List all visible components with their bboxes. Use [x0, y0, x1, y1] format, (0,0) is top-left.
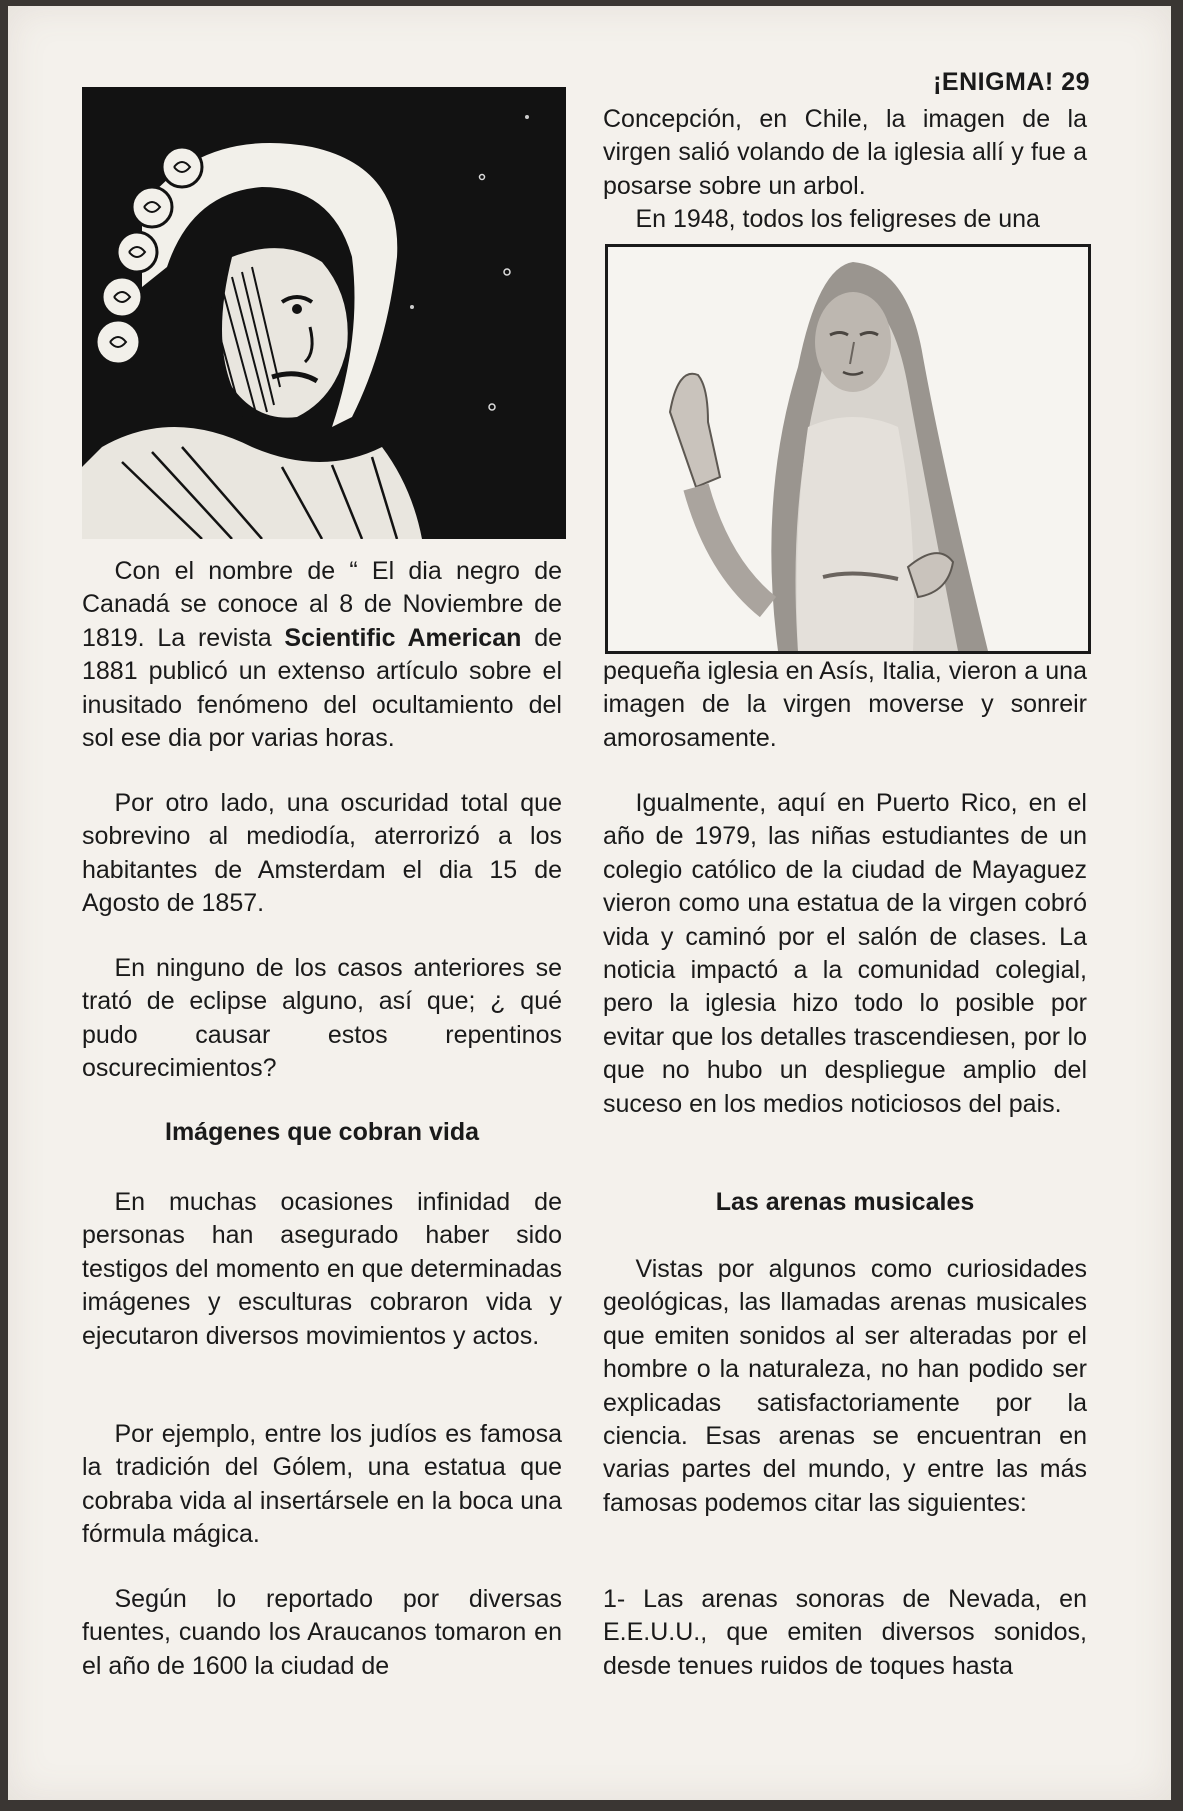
left-column-golem	[82, 1418, 562, 1552]
paragraph-nevada: 1- Las arenas sonoras de Nevada, en E.E.U.U., que emiten diversos sonidos, desde tenues ruidos de toques hasta	[603, 1585, 1087, 1680]
left-column-upper	[82, 555, 562, 755]
paragraph-golem: Por ejemplo, entre los judíos es famosa la tradición del Gólem, una estatua que cobraba vida al insertársele en la boca una fórmula mágica.	[82, 1420, 562, 1549]
paragraph-araucanos: Según lo reportado por diversas fuentes, cuando los Araucanos tomaron en el año de 1600 la ciudad de	[82, 1585, 562, 1680]
virgin-statue-photo	[605, 244, 1091, 654]
right-column-asis	[603, 655, 1087, 755]
heading-arenas: Las arenas musicales	[715, 1188, 975, 1216]
left-column-araucanos	[82, 1583, 562, 1683]
text-dia-negro-start: Con el nombre de “ El dia negro de Canadá se conoce al 8 de Noviembre de 1819. La revista	[82, 557, 562, 652]
paragraph-arenas: Vistas por algunos como curiosidades geológicas, las llamadas arenas musicales que emiten sonidos al ser alteradas por el hombre o la naturaleza, no han podido ser explicadas satisfactoriamente por la ciencia. Esas arenas se encuentran en varias partes del mundo, y entre las más famosas podemos citar las siguientes:	[603, 1255, 1087, 1517]
paragraph-concepcion: Concepción, en Chile, la imagen de la virgen salió volando de la iglesia allí y fue a posarse sobre un arbol.	[603, 105, 1087, 200]
paragraph-1948-start: En 1948, todos los feligreses de una	[635, 205, 1040, 234]
right-column-arenas	[603, 1253, 1087, 1520]
text-dia-negro-end: de 1881 publicó un extenso artículo sobre el inusitado fenómeno del ocultamiento del sol ese dia por varias horas.	[82, 623, 563, 753]
woodcut-illustration	[82, 87, 566, 539]
paragraph-imagenes: En muchas ocasiones infinidad de personas han asegurado haber sido testigos del momento en que determinadas imágenes y esculturas cobraron vida y ejecutaron diversos movimientos y actos.	[82, 1188, 562, 1350]
left-column-imagenes	[82, 1186, 562, 1353]
left-column-amsterdam	[82, 787, 562, 921]
page-header: ¡ENIGMA! 29	[933, 68, 1090, 96]
paragraph-puerto-rico: Igualmente, aquí en Puerto Rico, en el año de 1979, las niñas estudiantes de un colegio católico de la ciudad de Mayaguez vieron como una estatua de la virgen cobró vida y caminó por el salón de clases. La noticia impactó a la comunidad colegial, pero la iglesia hizo todo lo posible por evitar que los detalles trascendiesen, por lo que no hubo un despliegue amplio del suceso en los medios noticiosos del pais.	[603, 789, 1087, 1118]
text-scientific-american: Scientific American	[284, 623, 522, 652]
right-column-puerto-rico	[603, 787, 1087, 1121]
paragraph-eclipse: En ninguno de los casos anteriores se trató de eclipse alguno, así que; ¿ qué pudo causar estos repentinos oscurecimientos?	[82, 954, 562, 1083]
left-column-eclipse	[82, 952, 562, 1086]
paragraph-asis: pequeña iglesia en Asís, Italia, vieron a una imagen de la virgen moverse y sonreir amorosamente.	[603, 657, 1087, 752]
paragraph-dia-negro	[82, 555, 562, 755]
right-column-concepcion	[603, 103, 1087, 237]
right-column-nevada	[603, 1583, 1087, 1683]
heading-imagenes: Imágenes que cobran vida	[165, 1118, 479, 1146]
paragraph-amsterdam: Por otro lado, una oscuridad total que sobrevino al mediodía, aterrorizó a los habitantes de Amsterdam el dia 15 de Agosto de 1857.	[82, 789, 562, 918]
